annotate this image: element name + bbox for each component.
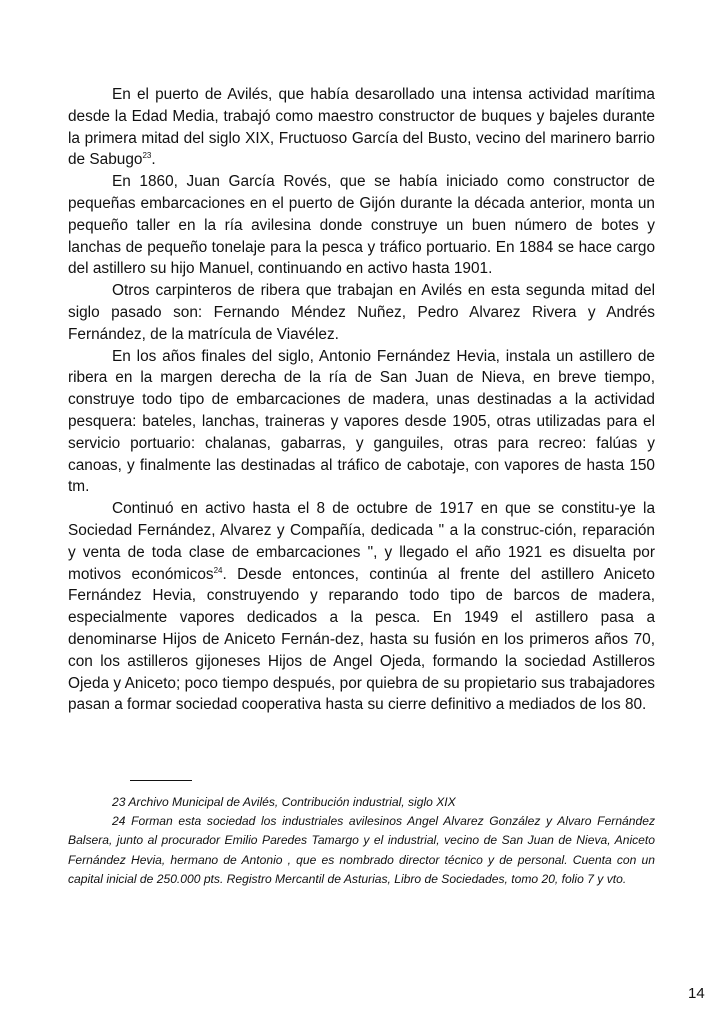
footnotes [68, 793, 655, 889]
footnote-ref-24: 24 [213, 565, 223, 575]
footnote-separator [130, 780, 192, 781]
paragraph-1-end: . [151, 151, 156, 169]
footnote-23: 23 Archivo Municipal de Avilés, Contribución industrial, siglo XIX [112, 795, 456, 809]
paragraph-2: En 1860, Juan García Rovés, que se había iniciado como constructor de pequeñas embarcaciones en el puerto de Gijón durante la década anterior, monta un pequeño taller en la ría avilesina donde construye un buen número de botes y lanchas de pequeño tonelaje para la pesca y tráfico portuario. En 1884 se hace cargo del astillero su hijo Manuel, continuando en activo hasta 1901. [68, 173, 655, 278]
paragraph-5-text: Continuó en activo hasta el 8 de octubre de 1917 en que se constitu-ye la Sociedad Fernández, Alvarez y Compañía, dedicada " a la construc-ción, reparación y venta de toda clase de embarcaciones ", y llegado el año 1921 es disuelta por motivos económicos [68, 500, 655, 583]
paragraph-4: En los años finales del siglo, Antonio Fernández Hevia, instala un astillero de ribera en la margen derecha de la ría de San Juan de Nieva, en breve tiempo, construye todo tipo de embarcaciones de madera, unas destinadas a la actividad pesquera: bateles, lanchas, traineras y vapores desde 1905, otras utilizadas para el servicio portuario: chalanas, gabarras, y ganguiles, otras para recreo: falúas y canoas, y finalmente las destinadas al tráfico de cabotaje, con vapores de hasta 150 tm. [68, 347, 655, 496]
paragraph-1 [68, 84, 655, 171]
paragraph-5 [68, 498, 655, 716]
paragraph-5-rest: . Desde entonces, continúa al frente del astillero Aniceto Fernández Hevia, construyendo y reparando todo tipo de barcos de madera, especialmente vapores dedicados a la pesca. En 1949 el astillero pasa a denominarse Hijos de Aniceto Fernán-dez, hasta su fusión en los primeros años 70, con los astilleros gijoneses Hijos de Angel Ojeda, formando la sociedad Astilleros Ojeda y Aniceto; poco tiempo después, por quiebra de su propietario sus trabajadores pasan a formar sociedad cooperativa hasta su cierre definitivo a mediados de los 80. [68, 565, 655, 714]
page-number: 14 [688, 985, 705, 1002]
body-text [68, 84, 655, 716]
paragraph-3: Otros carpinteros de ribera que trabajan en Avilés en esta segunda mitad del siglo pasado son: Fernando Méndez Nuñez, Pedro Alvarez Rivera y Andrés Fernández, de la matrícula de Viavélez. [68, 282, 655, 343]
footnote-24: 24 Forman esta sociedad los industriales avilesinos Angel Alvarez González y Alvaro Fernández Balsera, junto al procurador Emilio Paredes Tamargo y el industrial, vecino de San Juan de Nieva, Aniceto Fernández Hevia, hermano de Antonio , que es nombrado director técnico y de personal. Cuenta con un capital inicial de 250.000 pts. Registro Mercantil de Asturias, Libro de Sociedades, tomo 20, folio 7 y vto. [68, 814, 655, 886]
footnote-ref-23: 23 [142, 151, 152, 161]
paragraph-1-text: En el puerto de Avilés, que había desarollado una intensa actividad marítima desde la Edad Media, trabajó como maestro constructor de buques y bajeles durante la primera mitad del siglo XIX, Fructuoso García del Busto, vecino del marinero barrio de Sabugo [68, 86, 655, 169]
